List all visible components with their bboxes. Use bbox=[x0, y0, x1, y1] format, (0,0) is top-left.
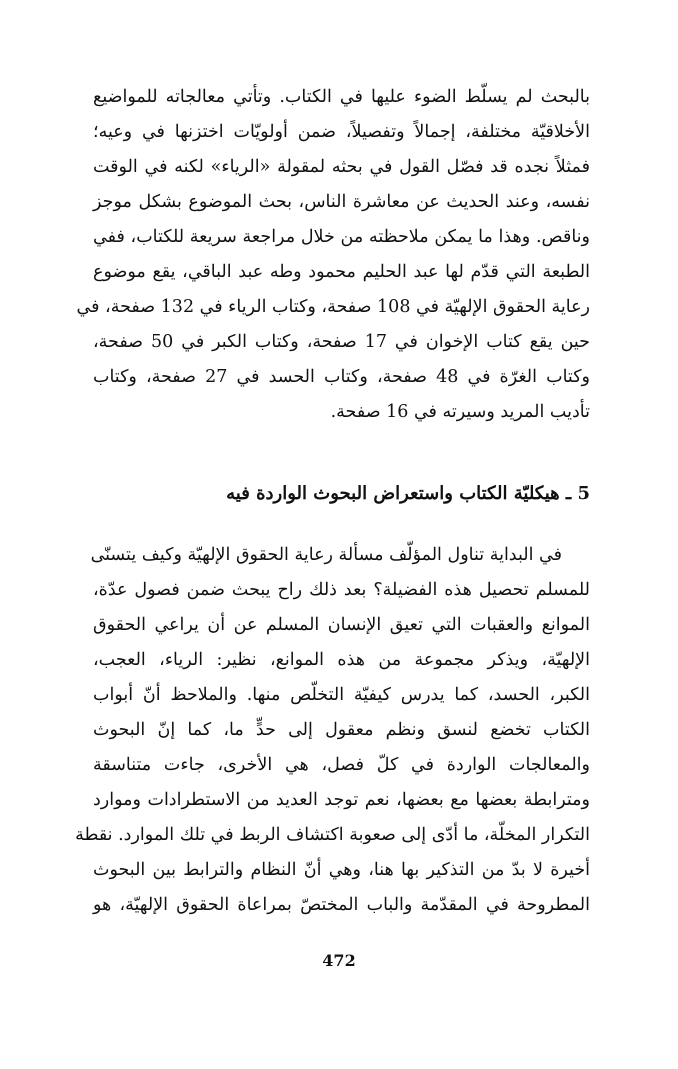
section-heading: 5 ـ هيكليّة الكتاب واستعراض البحوث الواردة فيه bbox=[226, 483, 590, 504]
paragraph-2-line: للمسلم تحصيل هذه الفضيلة؟ بعد ذلك راح يبحث ضمن فصول عدّة، bbox=[93, 580, 590, 600]
paragraph-1-line: بالبحث لم يسلّط الضوء عليها في الكتاب. وتأتي معالجاته للمواضيع bbox=[93, 87, 590, 107]
paragraph-1-line: الأخلاقيّة مختلفة، إجمالاً وتفصيلاً، ضمن أولويّات اختزنها في وعيه؛ bbox=[93, 122, 590, 142]
paragraph-1 bbox=[76, 80, 590, 430]
paragraph-1-line: الطبعة التي قدّم لها عبد الحليم محمود وطه عبد الباقي، يقع موضوع bbox=[93, 262, 590, 282]
paragraph-1-line: فمثلاً نجده قد فصّل القول في بحثه لمقولة «الرياء» لكنه في الوقت bbox=[93, 157, 590, 177]
paragraph-1-line: رعاية الحقوق الإلهيّة في 108 صفحة، وكتاب الرياء في 132 صفحة، في bbox=[76, 297, 590, 317]
paragraph-2-line: والمعالجات الواردة في كلّ فصل، هي الأخرى، جاءت متناسقة bbox=[93, 755, 590, 775]
paragraph-1-line: نفسه، وعند الحديث عن معاشرة الناس، بحث الموضوع بشكل موجز bbox=[93, 192, 590, 212]
paragraph-1-line: وكتاب الغرّة في 48 صفحة، وكتاب الحسد في 27 صفحة، وكتاب bbox=[93, 367, 590, 387]
paragraph-2-line: الكبر، الحسد، كما يدرس كيفيّة التخلّص منها. والملاحظ أنّ أبواب bbox=[93, 685, 590, 705]
paragraph-1-line: وناقص. وهذا ما يمكن ملاحظته من خلال مراجعة سريعة للكتاب، ففي bbox=[93, 227, 590, 247]
paragraph-1-line: تأديب المريد وسيرته في 16 صفحة. bbox=[330, 402, 590, 422]
paragraph-2-line: في البداية تناول المؤلّف مسألة رعاية الحقوق الإلهيّة وكيف يتسنّى bbox=[90, 545, 562, 565]
paragraph-1-line: حين يقع كتاب الإخوان في 17 صفحة، وكتاب الكبر في 50 صفحة، bbox=[93, 332, 590, 352]
paragraph-2-line: الإلهيّة، ويذكر مجموعة من هذه الموانع، نظير: الرياء، العجب، bbox=[93, 650, 590, 670]
paragraph-2-line: ومترابطة بعضها مع بعضها، نعم توجد العديد من الاستطرادات وموارد bbox=[93, 790, 590, 810]
paragraph-2-line: أخيرة لا بدّ من التذكير بها هنا، وهي أنّ النظام والترابط بين البحوث bbox=[93, 860, 590, 880]
paragraph-2-line: المطروحة في المقدّمة والباب المختصّ بمراعاة الحقوق الإلهيّة، هو bbox=[93, 895, 590, 915]
paragraph-2-line: الكتاب تخضع لنسق ونظم معقول إلى حدٍّ ما، كما إنّ البحوث bbox=[93, 720, 590, 740]
page-number: 472 bbox=[322, 951, 356, 970]
paragraph-2 bbox=[75, 538, 590, 923]
paragraph-2-line: التكرار المخلّة، ما أدّى إلى صعوبة اكتشاف الربط في تلك الموارد. نقطة bbox=[75, 825, 590, 845]
paragraph-2-line: الموانع والعقبات التي تعيق الإنسان المسلم عن أن يراعي الحقوق bbox=[93, 615, 590, 635]
